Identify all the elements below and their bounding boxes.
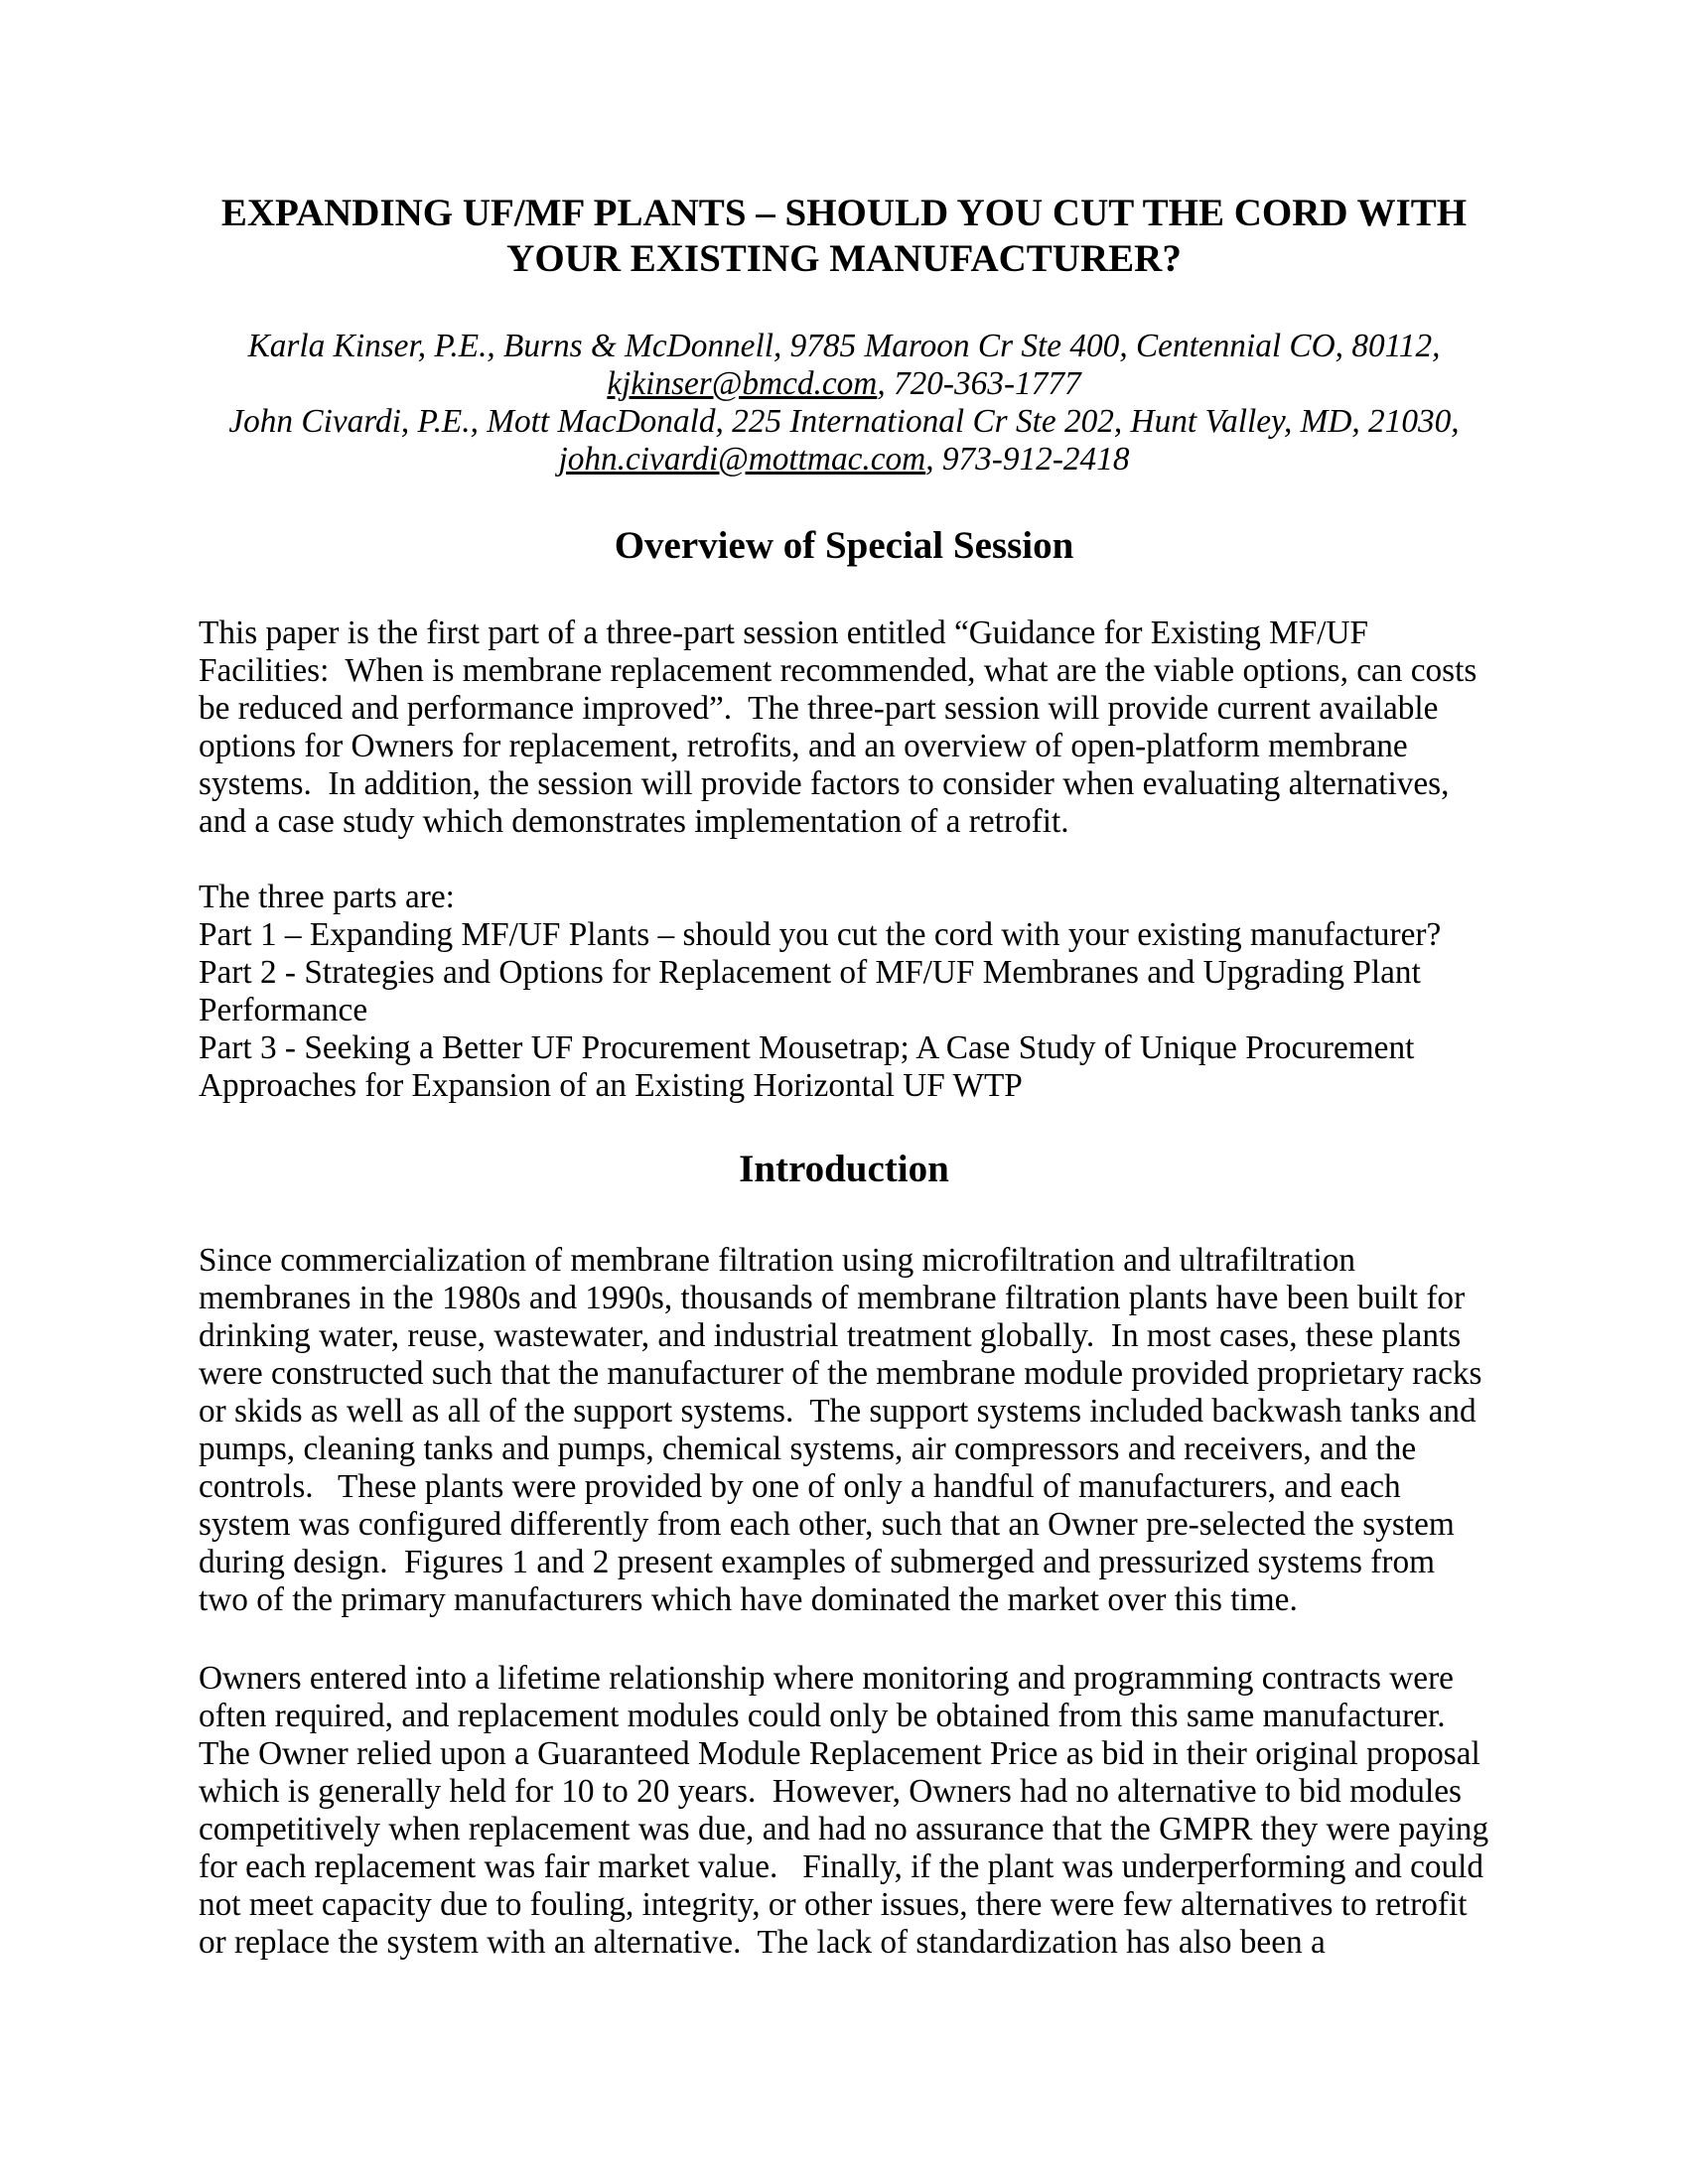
section-heading-overview: Overview of Special Session [614, 524, 1074, 567]
overview-paragraph: This paper is the first part of a three-part session entitled “Guidance for Existing MF/UF Facilities: When is membrane replacement recommended, what are the viable options, can costs be reduced and performance improved”. The three-part session will provide current available options for Owners for replacement, retrofits, and an overview of open-platform membrane systems. In addition, the session will provide factors to consider when evaluating alternatives, and a case study which demonstrates implementation of a retrofit. [199, 614, 1485, 840]
part-item-3: Part 3 - Seeking a Better UF Procurement Mousetrap; A Case Study of Unique Procurement Approaches for Expansion of an Existing Horizontal UF WTP [199, 1029, 1421, 1104]
part-item-1: Part 1 – Expanding MF/UF Plants – should you cut the cord with your existing manufacturer? [199, 916, 1442, 953]
introduction-paragraph-1: Since commercialization of membrane filtration using microfiltration and ultrafiltration membranes in the 1980s and 1990s, thousands of membrane filtration plants have been built for drinking water, reuse, wastewater, and industrial treatment globally. In most cases, these plants were constructed such that the manufacturer of the membrane module provided proprietary racks or skids as well as all of the support systems. The support systems included backwash tanks and pumps, cleaning tanks and pumps, chemical systems, air compressors and receivers, and the controls. These plants were provided by one of only a handful of manufacturers, and each system was configured differently from each other, such that an Owner pre-selected the system during design. Figures 1 and 2 present examples of submerged and pressurized systems from two of the primary manufacturers which have dominated the market over this time. [199, 1242, 1490, 1618]
part-item-2: Part 2 - Strategies and Options for Replacement of MF/UF Membranes and Upgrading Plant Performance [199, 954, 1430, 1028]
parts-intro-line: The three parts are: [199, 879, 455, 915]
session-parts-list [199, 879, 1489, 1105]
author-affiliation-1: Karla Kinser, P.E., Burns & McDonnell, 9785 Maroon Cr Ste 400, Centennial CO, 80112, [247, 328, 1441, 364]
paper-title: EXPANDING UF/MF PLANTS – SHOULD YOU CUT THE CORD WITH YOUR EXISTING MANUFACTURER? [220, 192, 1468, 280]
section-heading-introduction: Introduction [739, 1148, 949, 1190]
introduction-paragraph-2: Owners entered into a lifetime relationship where monitoring and programming contracts were often required, and replacement modules could only be obtained from this same manufacturer. The Owner relied upon a Guaranteed Module Replacement Price as bid in their original proposal which is generally held for 10 to 20 years. However, Owners had no alternative to bid modules competitively when replacement was due, and had no assurance that the GMPR they were paying for each replacement was fair market value. Finally, if the plant was underperforming and could not meet capacity due to fouling, integrity, or other issues, there were few alternatives to retrofit or replace the system with an alternative. The lack of standardization has also been a [199, 1660, 1497, 1961]
author-block [199, 328, 1489, 478]
author-email-link-2[interactable]: john.civardi@mottmac.com [558, 441, 926, 478]
author-phone-1: , 720-363-1777 [877, 365, 1081, 402]
author-email-link-1[interactable]: kjkinser@bmcd.com [607, 365, 878, 402]
author-contact-1 [199, 365, 1489, 403]
author-contact-2 [199, 441, 1489, 478]
author-affiliation-2: John Civardi, P.E., Mott MacDonald, 225 International Cr Ste 202, Hunt Valley, MD, 21030, [228, 403, 1460, 440]
author-phone-2: , 973-912-2418 [925, 441, 1130, 478]
